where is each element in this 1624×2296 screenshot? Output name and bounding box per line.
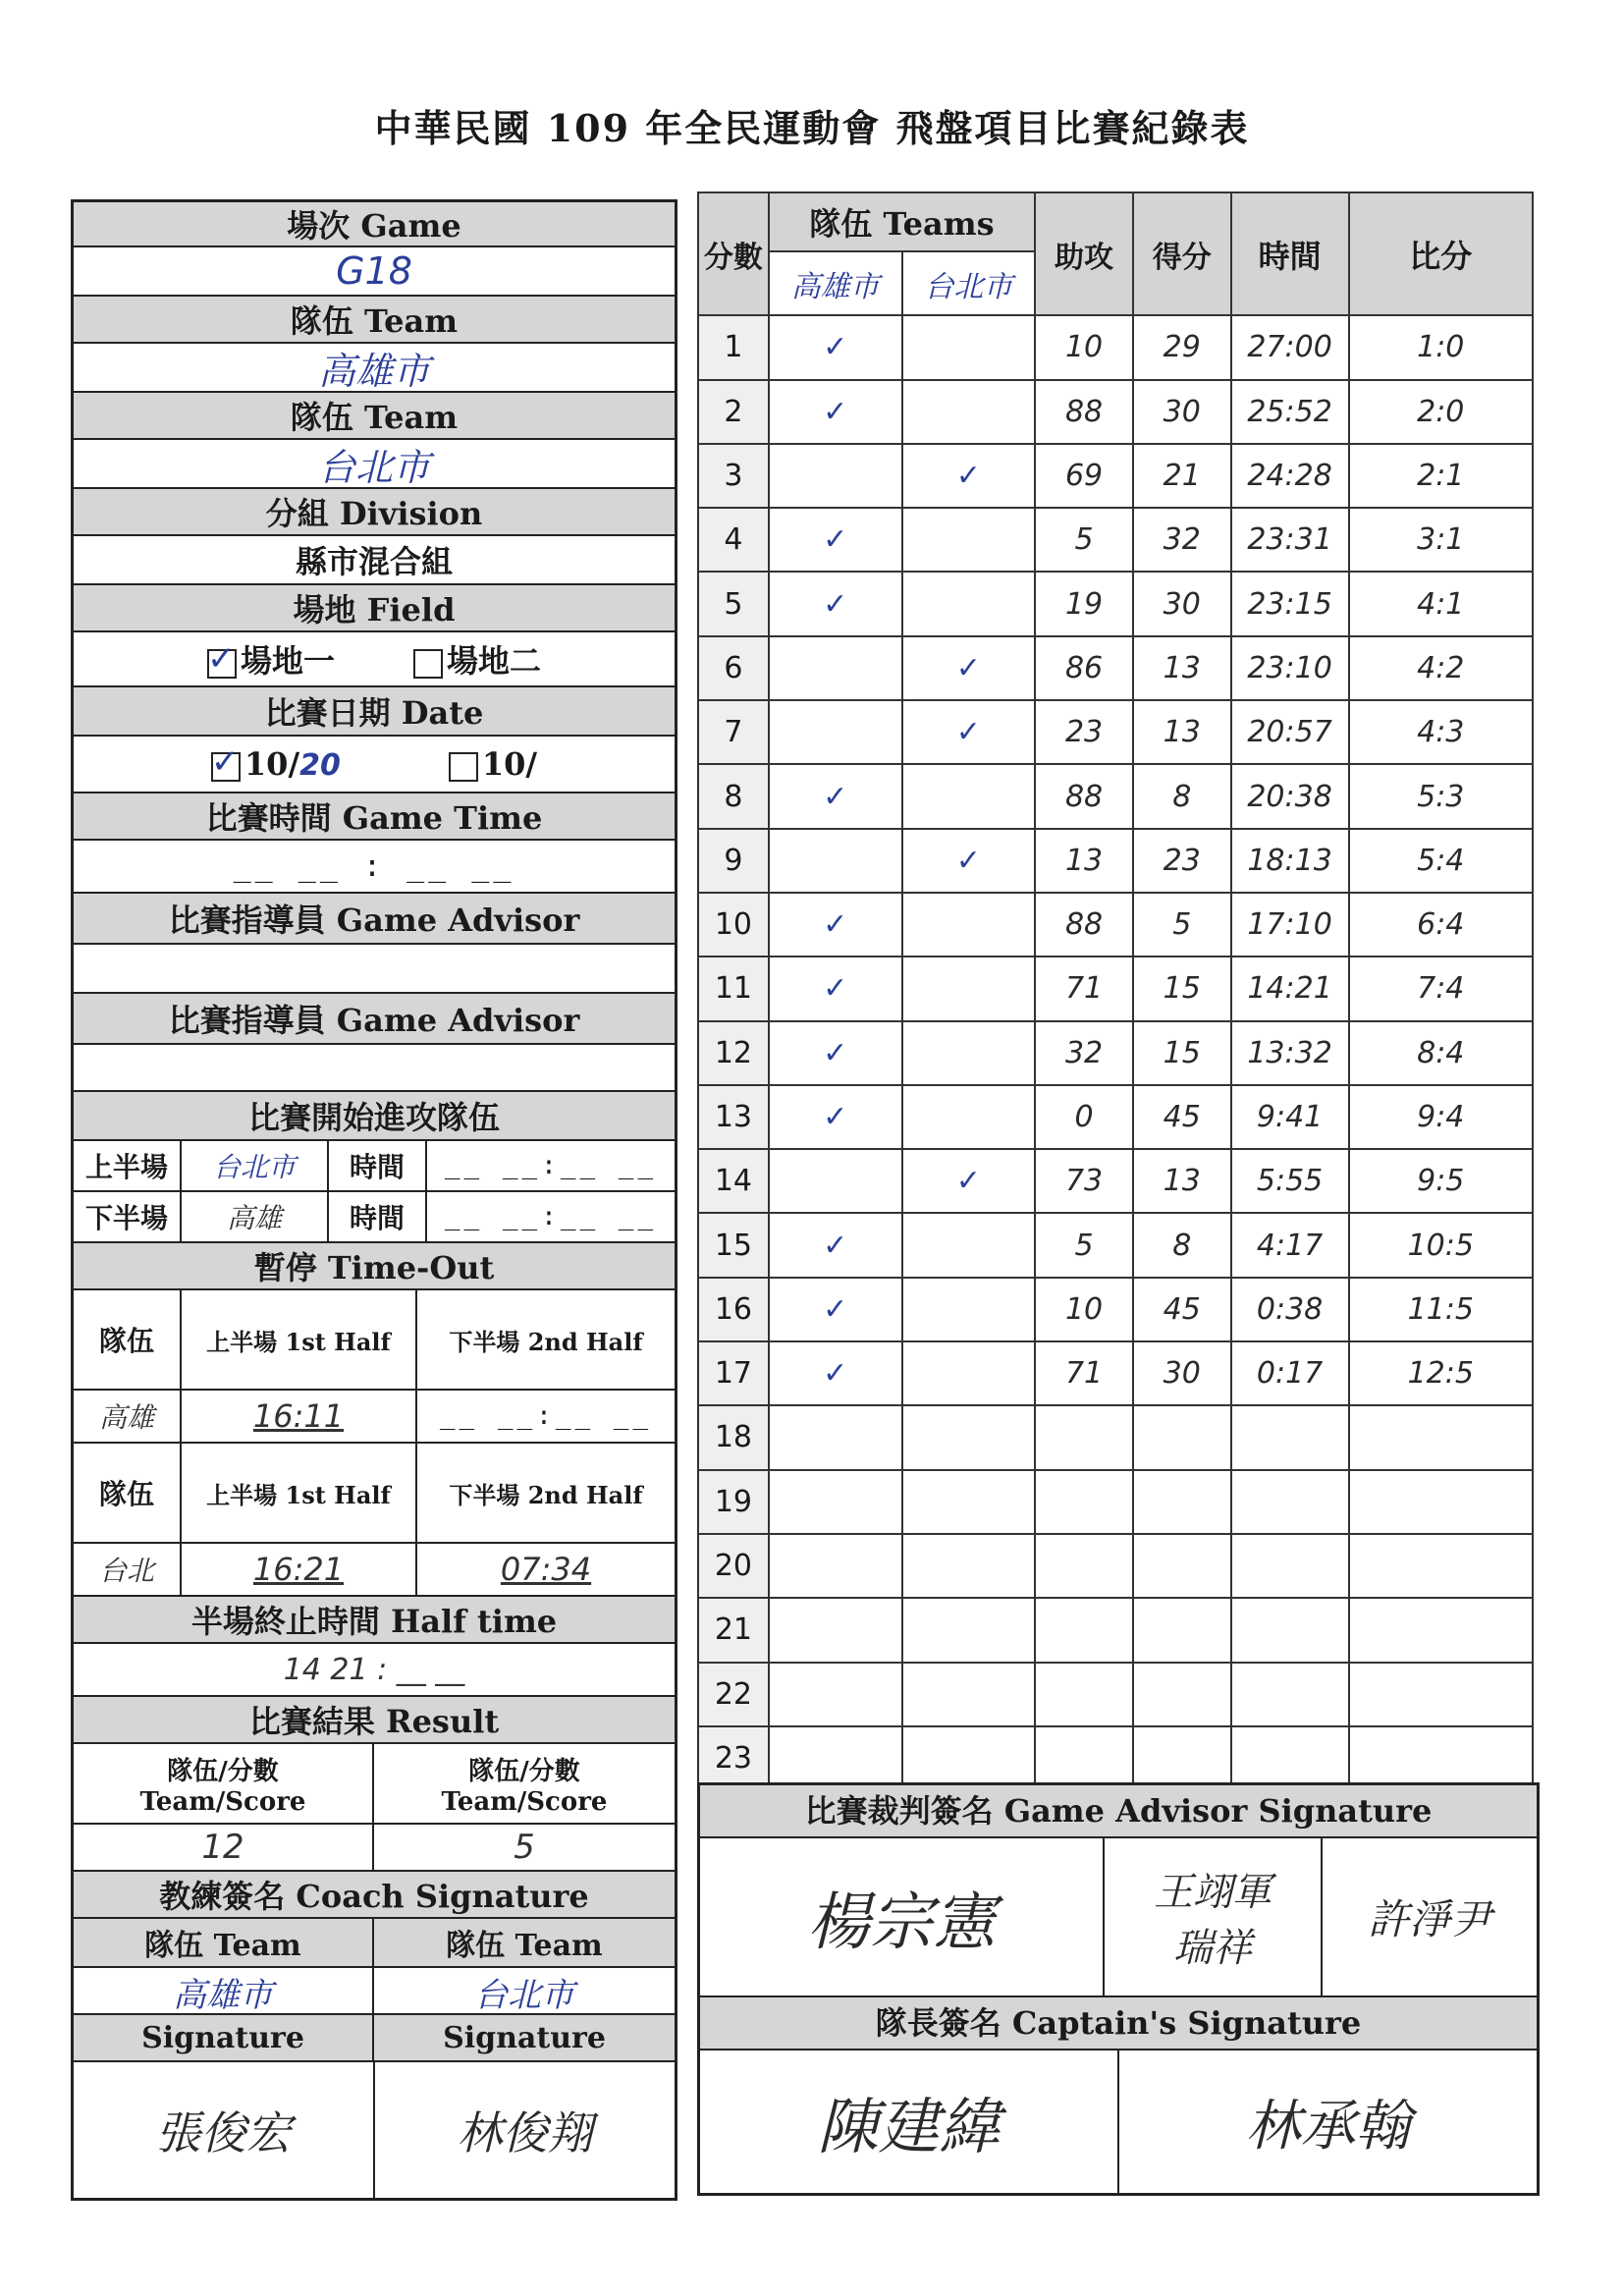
coach-team-label-2: 隊伍 Team bbox=[374, 1919, 675, 1966]
second-half-time-label: 時間 bbox=[329, 1192, 427, 1241]
referee-signatures bbox=[700, 1838, 1537, 1997]
team1-label: 隊伍 Team bbox=[74, 297, 675, 344]
row-number: 10 bbox=[698, 893, 769, 957]
captain-label: 隊長簽名 Captain's Signature bbox=[700, 1997, 1537, 2050]
row-number: 4 bbox=[698, 508, 769, 572]
score-cell[interactable] bbox=[1349, 1470, 1534, 1534]
score-cell[interactable] bbox=[1349, 1405, 1534, 1469]
team2-mark[interactable] bbox=[902, 1405, 1036, 1469]
game-label: 場次 Game bbox=[74, 202, 675, 247]
score-row bbox=[698, 764, 1533, 828]
row-number: 18 bbox=[698, 1405, 769, 1469]
score-row bbox=[698, 1021, 1533, 1085]
row-number: 11 bbox=[698, 957, 769, 1020]
score-row bbox=[698, 1085, 1533, 1149]
team1-value[interactable]: 高雄市 bbox=[74, 344, 675, 393]
row-number: 17 bbox=[698, 1341, 769, 1405]
referee-label: 比賽裁判簽名 Game Advisor Signature bbox=[700, 1785, 1537, 1838]
assist-cell[interactable] bbox=[1035, 1534, 1133, 1598]
score-row bbox=[698, 957, 1533, 1020]
time-cell[interactable]: 23:31 bbox=[1231, 508, 1349, 572]
team2-mark[interactable] bbox=[902, 893, 1036, 957]
score-row bbox=[698, 1341, 1533, 1405]
team2-mark[interactable] bbox=[902, 508, 1036, 572]
col-team1-header: 高雄市 bbox=[769, 251, 902, 315]
col-num-header: 分數 bbox=[698, 192, 769, 315]
score-row bbox=[698, 380, 1533, 444]
division-value: 縣市混合組 bbox=[74, 536, 675, 585]
page-title: 中華民國 109 年全民運動會 飛盤項目比賽紀錄表 bbox=[374, 106, 1250, 150]
row-number: 15 bbox=[698, 1213, 769, 1277]
timeout-row2-h2[interactable]: 07:34 bbox=[500, 1551, 592, 1588]
goal-cell[interactable] bbox=[1133, 1726, 1231, 1790]
advisor-label-1: 比賽指導員 Game Advisor bbox=[74, 894, 675, 945]
goal-cell[interactable]: 23 bbox=[1133, 829, 1231, 893]
result-col-2: 隊伍/分數 Team/Score bbox=[441, 1756, 608, 1817]
assist-cell[interactable]: 13 bbox=[1035, 829, 1133, 893]
signature-panel bbox=[697, 1782, 1540, 2196]
col-goal-header: 得分 bbox=[1133, 192, 1231, 315]
goal-cell[interactable]: 30 bbox=[1133, 572, 1231, 635]
referee-signature-3[interactable]: 許淨尹 bbox=[1367, 1895, 1491, 1943]
assist-cell[interactable] bbox=[1035, 1726, 1133, 1790]
first-half-row bbox=[74, 1141, 675, 1192]
result-score-1[interactable]: 12 bbox=[74, 1825, 374, 1870]
date-option-2[interactable]: 10/ bbox=[449, 745, 537, 783]
second-half-time-value[interactable]: __ __:__ __ bbox=[444, 1202, 658, 1231]
time-cell[interactable]: 23:10 bbox=[1231, 636, 1349, 700]
assist-cell[interactable] bbox=[1035, 1663, 1133, 1726]
field-label: 場地 Field bbox=[74, 585, 675, 632]
advisor-label-2: 比賽指導員 Game Advisor bbox=[74, 994, 675, 1045]
coach-label: 教練簽名 Coach Signature bbox=[74, 1872, 675, 1919]
score-cell[interactable]: 5:4 bbox=[1349, 829, 1534, 893]
score-row bbox=[698, 1726, 1533, 1790]
first-half-time-label: 時間 bbox=[329, 1141, 427, 1190]
score-cell[interactable]: 1:0 bbox=[1349, 315, 1534, 379]
score-cell[interactable]: 2:0 bbox=[1349, 380, 1534, 444]
score-cell[interactable] bbox=[1349, 1663, 1534, 1726]
timeout-row-1 bbox=[74, 1391, 675, 1444]
col-assist-header: 助攻 bbox=[1035, 192, 1133, 315]
team1-mark[interactable] bbox=[769, 829, 902, 893]
score-row bbox=[698, 508, 1533, 572]
score-row bbox=[698, 1149, 1533, 1213]
team2-mark[interactable] bbox=[902, 1341, 1036, 1405]
team2-mark[interactable] bbox=[902, 572, 1036, 635]
division-label: 分組 Division bbox=[74, 489, 675, 536]
timeout-team-label: 隊伍 bbox=[74, 1444, 182, 1542]
score-row bbox=[698, 1663, 1533, 1726]
time-cell[interactable]: 23:15 bbox=[1231, 572, 1349, 635]
team1-mark[interactable]: ✓ bbox=[769, 893, 902, 957]
time-cell[interactable] bbox=[1231, 1726, 1349, 1790]
goal-cell[interactable] bbox=[1133, 1598, 1231, 1662]
time-cell[interactable]: 17:10 bbox=[1231, 893, 1349, 957]
team1-mark[interactable] bbox=[769, 1534, 902, 1598]
goal-cell[interactable] bbox=[1133, 1470, 1231, 1534]
score-row bbox=[698, 700, 1533, 764]
time-cell[interactable] bbox=[1231, 1534, 1349, 1598]
score-cell[interactable]: 11:5 bbox=[1349, 1278, 1534, 1341]
team2-mark[interactable] bbox=[902, 315, 1036, 379]
time-cell[interactable]: 20:57 bbox=[1231, 700, 1349, 764]
timeout-row1-h1[interactable]: 16:11 bbox=[182, 1391, 417, 1442]
score-row bbox=[698, 1470, 1533, 1534]
team1-mark[interactable]: ✓ bbox=[769, 1341, 902, 1405]
score-cell[interactable] bbox=[1349, 1534, 1534, 1598]
assist-cell[interactable]: 19 bbox=[1035, 572, 1133, 635]
team2-mark[interactable] bbox=[902, 1021, 1036, 1085]
row-number: 12 bbox=[698, 1021, 769, 1085]
goal-cell[interactable]: 13 bbox=[1133, 636, 1231, 700]
time-cell[interactable]: 9:41 bbox=[1231, 1085, 1349, 1149]
team2-value[interactable]: 台北市 bbox=[74, 440, 675, 489]
referee-signature-1[interactable]: 楊宗憲 bbox=[700, 1838, 1105, 1995]
date-label: 比賽日期 Date bbox=[74, 687, 675, 737]
time-cell[interactable] bbox=[1231, 1663, 1349, 1726]
team2-mark[interactable]: ✓ bbox=[902, 829, 1036, 893]
time-cell[interactable]: 5:55 bbox=[1231, 1149, 1349, 1213]
team1-mark[interactable] bbox=[769, 1663, 902, 1726]
row-number: 3 bbox=[698, 444, 769, 508]
team1-mark[interactable]: ✓ bbox=[769, 957, 902, 1020]
time-cell[interactable]: 27:00 bbox=[1231, 315, 1349, 379]
team1-mark[interactable] bbox=[769, 1470, 902, 1534]
time-cell[interactable] bbox=[1231, 1598, 1349, 1662]
second-half-row bbox=[74, 1192, 675, 1243]
team2-mark[interactable] bbox=[902, 1598, 1036, 1662]
checkbox-icon[interactable] bbox=[449, 752, 478, 782]
team2-mark[interactable] bbox=[902, 957, 1036, 1020]
timeout-h1-label: 上半場 1st Half bbox=[182, 1290, 417, 1389]
goal-cell[interactable]: 5 bbox=[1133, 893, 1231, 957]
score-table bbox=[697, 191, 1534, 1791]
col-score-header: 比分 bbox=[1349, 192, 1534, 315]
checkbox-icon[interactable] bbox=[413, 649, 443, 679]
start-team-label: 比賽開始進攻隊伍 bbox=[74, 1092, 675, 1141]
timeout-label: 暫停 Time-Out bbox=[74, 1243, 675, 1290]
team2-mark[interactable] bbox=[902, 1534, 1036, 1598]
team1-mark[interactable] bbox=[769, 1726, 902, 1790]
team1-mark[interactable] bbox=[769, 1405, 902, 1469]
goal-cell[interactable]: 45 bbox=[1133, 1085, 1231, 1149]
team1-mark[interactable]: ✓ bbox=[769, 572, 902, 635]
goal-cell[interactable]: 45 bbox=[1133, 1278, 1231, 1341]
team2-mark[interactable]: ✓ bbox=[902, 1149, 1036, 1213]
timeout-h1-label: 上半場 1st Half bbox=[182, 1444, 417, 1542]
timeout-row-2 bbox=[74, 1544, 675, 1597]
score-cell[interactable]: 5:3 bbox=[1349, 764, 1534, 828]
team2-mark[interactable] bbox=[902, 1470, 1036, 1534]
team2-mark[interactable]: ✓ bbox=[902, 700, 1036, 764]
time-cell[interactable] bbox=[1231, 1405, 1349, 1469]
goal-cell[interactable]: 21 bbox=[1133, 444, 1231, 508]
score-cell[interactable] bbox=[1349, 1726, 1534, 1790]
goal-cell[interactable]: 13 bbox=[1133, 1149, 1231, 1213]
team2-mark[interactable] bbox=[902, 1085, 1036, 1149]
team1-mark[interactable]: ✓ bbox=[769, 1278, 902, 1341]
assist-cell[interactable]: 32 bbox=[1035, 1021, 1133, 1085]
time-cell[interactable]: 4:17 bbox=[1231, 1213, 1349, 1277]
match-info-panel bbox=[71, 199, 677, 2201]
score-cell[interactable]: 4:1 bbox=[1349, 572, 1534, 635]
captain-signature-2[interactable]: 林承翰 bbox=[1245, 2094, 1411, 2159]
timeout-row2-team[interactable]: 台北 bbox=[74, 1544, 182, 1595]
row-number: 1 bbox=[698, 315, 769, 379]
coach-team-2[interactable]: 台北市 bbox=[474, 1976, 574, 2015]
score-cell[interactable]: 10:5 bbox=[1349, 1213, 1534, 1277]
team1-mark[interactable] bbox=[769, 444, 902, 508]
row-number: 9 bbox=[698, 829, 769, 893]
referee-signature-2[interactable]: 王翊軍 瑞祥 bbox=[1105, 1838, 1323, 1995]
goal-cell[interactable]: 13 bbox=[1133, 700, 1231, 764]
team2-mark[interactable] bbox=[902, 764, 1036, 828]
timeout-team-label: 隊伍 bbox=[74, 1290, 182, 1389]
time-cell[interactable]: 0:17 bbox=[1231, 1341, 1349, 1405]
team1-mark[interactable] bbox=[769, 700, 902, 764]
assist-cell[interactable]: 86 bbox=[1035, 636, 1133, 700]
coach-sig-header bbox=[74, 2015, 675, 2062]
assist-cell[interactable]: 0 bbox=[1035, 1085, 1133, 1149]
row-number: 8 bbox=[698, 764, 769, 828]
team2-mark[interactable] bbox=[902, 1726, 1036, 1790]
score-table-panel bbox=[697, 191, 1534, 1791]
result-col-1: 隊伍/分數 Team/Score bbox=[74, 1744, 374, 1823]
score-cell[interactable]: 9:4 bbox=[1349, 1085, 1534, 1149]
goal-cell[interactable]: 15 bbox=[1133, 1021, 1231, 1085]
coach-signatures bbox=[74, 2062, 675, 2201]
result-header bbox=[74, 1744, 675, 1825]
result-label: 比賽結果 Result bbox=[74, 1697, 675, 1744]
field-option-2[interactable]: 場地二 bbox=[413, 636, 541, 682]
coach-team-1[interactable]: 高雄市 bbox=[74, 1968, 374, 2016]
game-time-label: 比賽時間 Game Time bbox=[74, 793, 675, 841]
second-half-team[interactable]: 高雄 bbox=[182, 1192, 329, 1241]
row-number: 20 bbox=[698, 1534, 769, 1598]
col-teams-header: 隊伍 Teams bbox=[769, 192, 1035, 251]
score-row bbox=[698, 572, 1533, 635]
score-cell[interactable]: 3:1 bbox=[1349, 508, 1534, 572]
score-row bbox=[698, 893, 1533, 957]
goal-cell[interactable] bbox=[1133, 1405, 1231, 1469]
coach-team-label-1: 隊伍 Team bbox=[74, 1919, 374, 1966]
team2-mark[interactable]: ✓ bbox=[902, 636, 1036, 700]
checkbox-checked-icon[interactable] bbox=[207, 649, 237, 679]
team2-mark[interactable] bbox=[902, 380, 1036, 444]
goal-cell[interactable] bbox=[1133, 1663, 1231, 1726]
team1-mark[interactable]: ✓ bbox=[769, 380, 902, 444]
score-cell[interactable]: 4:3 bbox=[1349, 700, 1534, 764]
first-half-time-value[interactable]: __ __:__ __ bbox=[444, 1151, 658, 1180]
goal-cell[interactable]: 8 bbox=[1133, 764, 1231, 828]
advisor-value-2[interactable] bbox=[74, 1045, 675, 1092]
coach-sig-label-2: Signature bbox=[374, 2015, 675, 2060]
assist-cell[interactable] bbox=[1035, 1598, 1133, 1662]
row-number: 13 bbox=[698, 1085, 769, 1149]
team1-mark[interactable]: ✓ bbox=[769, 1021, 902, 1085]
team1-mark[interactable] bbox=[769, 1149, 902, 1213]
team1-mark[interactable] bbox=[769, 1598, 902, 1662]
goal-cell[interactable] bbox=[1133, 1534, 1231, 1598]
row-number: 16 bbox=[698, 1278, 769, 1341]
time-cell[interactable]: 0:38 bbox=[1231, 1278, 1349, 1341]
score-cell[interactable]: 7:4 bbox=[1349, 957, 1534, 1020]
row-number: 23 bbox=[698, 1726, 769, 1790]
timeout-h2-label: 下半場 2nd Half bbox=[449, 1327, 643, 1356]
halftime-value[interactable]: 14 21 : __ __ bbox=[74, 1644, 675, 1697]
goal-cell[interactable]: 15 bbox=[1133, 957, 1231, 1020]
team1-mark[interactable]: ✓ bbox=[769, 1213, 902, 1277]
field-options bbox=[74, 632, 675, 687]
time-cell[interactable]: 24:28 bbox=[1231, 444, 1349, 508]
coach-team-values bbox=[74, 1968, 675, 2015]
timeout-row1-h2[interactable]: __ __:__ __ bbox=[439, 1401, 653, 1431]
score-row bbox=[698, 636, 1533, 700]
result-score-2[interactable]: 5 bbox=[514, 1828, 535, 1867]
time-cell[interactable]: 13:32 bbox=[1231, 1021, 1349, 1085]
score-cell[interactable]: 4:2 bbox=[1349, 636, 1534, 700]
team2-mark[interactable] bbox=[902, 1213, 1036, 1277]
coach-signature-1[interactable]: 張俊宏 bbox=[74, 2062, 375, 2198]
time-cell[interactable]: 14:21 bbox=[1231, 957, 1349, 1020]
score-cell[interactable]: 9:5 bbox=[1349, 1149, 1534, 1213]
assist-cell[interactable]: 71 bbox=[1035, 957, 1133, 1020]
field-option-1[interactable]: ✓場地一 bbox=[207, 636, 335, 682]
advisor-value-1[interactable] bbox=[74, 945, 675, 994]
coach-sig-label-1: Signature bbox=[74, 2015, 374, 2060]
row-number: 5 bbox=[698, 572, 769, 635]
row-number: 21 bbox=[698, 1598, 769, 1662]
date-options bbox=[74, 737, 675, 793]
second-half-label: 下半場 bbox=[74, 1192, 182, 1241]
time-cell[interactable]: 25:52 bbox=[1231, 380, 1349, 444]
checkbox-checked-icon[interactable] bbox=[211, 752, 241, 782]
team1-mark[interactable]: ✓ bbox=[769, 1085, 902, 1149]
captain-signatures bbox=[700, 2050, 1537, 2193]
first-half-team[interactable]: 台北市 bbox=[182, 1141, 329, 1190]
timeout-header-1 bbox=[74, 1290, 675, 1391]
goal-cell[interactable]: 32 bbox=[1133, 508, 1231, 572]
row-number: 19 bbox=[698, 1470, 769, 1534]
team2-mark[interactable]: ✓ bbox=[902, 444, 1036, 508]
team1-mark[interactable]: ✓ bbox=[769, 508, 902, 572]
score-row bbox=[698, 315, 1533, 379]
score-row bbox=[698, 1213, 1533, 1277]
score-row bbox=[698, 1534, 1533, 1598]
team2-label: 隊伍 Team bbox=[74, 393, 675, 440]
timeout-row2-h1[interactable]: 16:21 bbox=[182, 1544, 417, 1595]
score-row bbox=[698, 1405, 1533, 1469]
score-row bbox=[698, 444, 1533, 508]
score-row bbox=[698, 829, 1533, 893]
time-cell[interactable]: 20:38 bbox=[1231, 764, 1349, 828]
score-row bbox=[698, 1598, 1533, 1662]
time-cell[interactable]: 18:13 bbox=[1231, 829, 1349, 893]
assist-cell[interactable]: 88 bbox=[1035, 764, 1133, 828]
goal-cell[interactable]: 29 bbox=[1133, 315, 1231, 379]
team2-mark[interactable] bbox=[902, 1278, 1036, 1341]
assist-cell[interactable]: 71 bbox=[1035, 1341, 1133, 1405]
row-number: 7 bbox=[698, 700, 769, 764]
assist-cell[interactable]: 88 bbox=[1035, 380, 1133, 444]
assist-cell[interactable]: 73 bbox=[1035, 1149, 1133, 1213]
coach-signature-2[interactable]: 林俊翔 bbox=[457, 2106, 593, 2159]
goal-cell[interactable]: 30 bbox=[1133, 380, 1231, 444]
score-cell[interactable]: 12:5 bbox=[1349, 1341, 1534, 1405]
assist-cell[interactable]: 23 bbox=[1035, 700, 1133, 764]
game-value[interactable]: G18 bbox=[74, 247, 675, 297]
col-time-header: 時間 bbox=[1231, 192, 1349, 315]
timeout-header-2 bbox=[74, 1444, 675, 1544]
first-half-label: 上半場 bbox=[74, 1141, 182, 1190]
team1-mark[interactable]: ✓ bbox=[769, 764, 902, 828]
team1-mark[interactable] bbox=[769, 636, 902, 700]
team2-mark[interactable] bbox=[902, 1663, 1036, 1726]
score-cell[interactable] bbox=[1349, 1598, 1534, 1662]
assist-cell[interactable]: 10 bbox=[1035, 1278, 1133, 1341]
assist-cell[interactable]: 5 bbox=[1035, 508, 1133, 572]
time-cell[interactable] bbox=[1231, 1470, 1349, 1534]
assist-cell[interactable]: 88 bbox=[1035, 893, 1133, 957]
goal-cell[interactable]: 8 bbox=[1133, 1213, 1231, 1277]
assist-cell[interactable]: 69 bbox=[1035, 444, 1133, 508]
row-number: 2 bbox=[698, 380, 769, 444]
assist-cell[interactable] bbox=[1035, 1470, 1133, 1534]
team1-mark[interactable]: ✓ bbox=[769, 315, 902, 379]
row-number: 6 bbox=[698, 636, 769, 700]
assist-cell[interactable] bbox=[1035, 1405, 1133, 1469]
halftime-label: 半場終止時間 Half time bbox=[74, 1597, 675, 1644]
score-row bbox=[698, 1278, 1533, 1341]
timeout-h2-label: 下半場 2nd Half bbox=[449, 1480, 643, 1509]
timeout-row1-team[interactable]: 高雄 bbox=[74, 1391, 182, 1442]
assist-cell[interactable]: 5 bbox=[1035, 1213, 1133, 1277]
assist-cell[interactable]: 10 bbox=[1035, 315, 1133, 379]
score-cell[interactable]: 2:1 bbox=[1349, 444, 1534, 508]
captain-signature-1[interactable]: 陳建緯 bbox=[700, 2050, 1119, 2193]
goal-cell[interactable]: 30 bbox=[1133, 1341, 1231, 1405]
score-cell[interactable]: 6:4 bbox=[1349, 893, 1534, 957]
row-number: 22 bbox=[698, 1663, 769, 1726]
col-team2-header: 台北市 bbox=[902, 251, 1036, 315]
row-number: 14 bbox=[698, 1149, 769, 1213]
game-time-value[interactable]: __ __ : __ __ bbox=[74, 841, 675, 894]
date-option-1[interactable]: ✓10/20 bbox=[211, 745, 341, 783]
score-cell[interactable]: 8:4 bbox=[1349, 1021, 1534, 1085]
coach-team-header bbox=[74, 1919, 675, 1968]
result-values bbox=[74, 1825, 675, 1872]
